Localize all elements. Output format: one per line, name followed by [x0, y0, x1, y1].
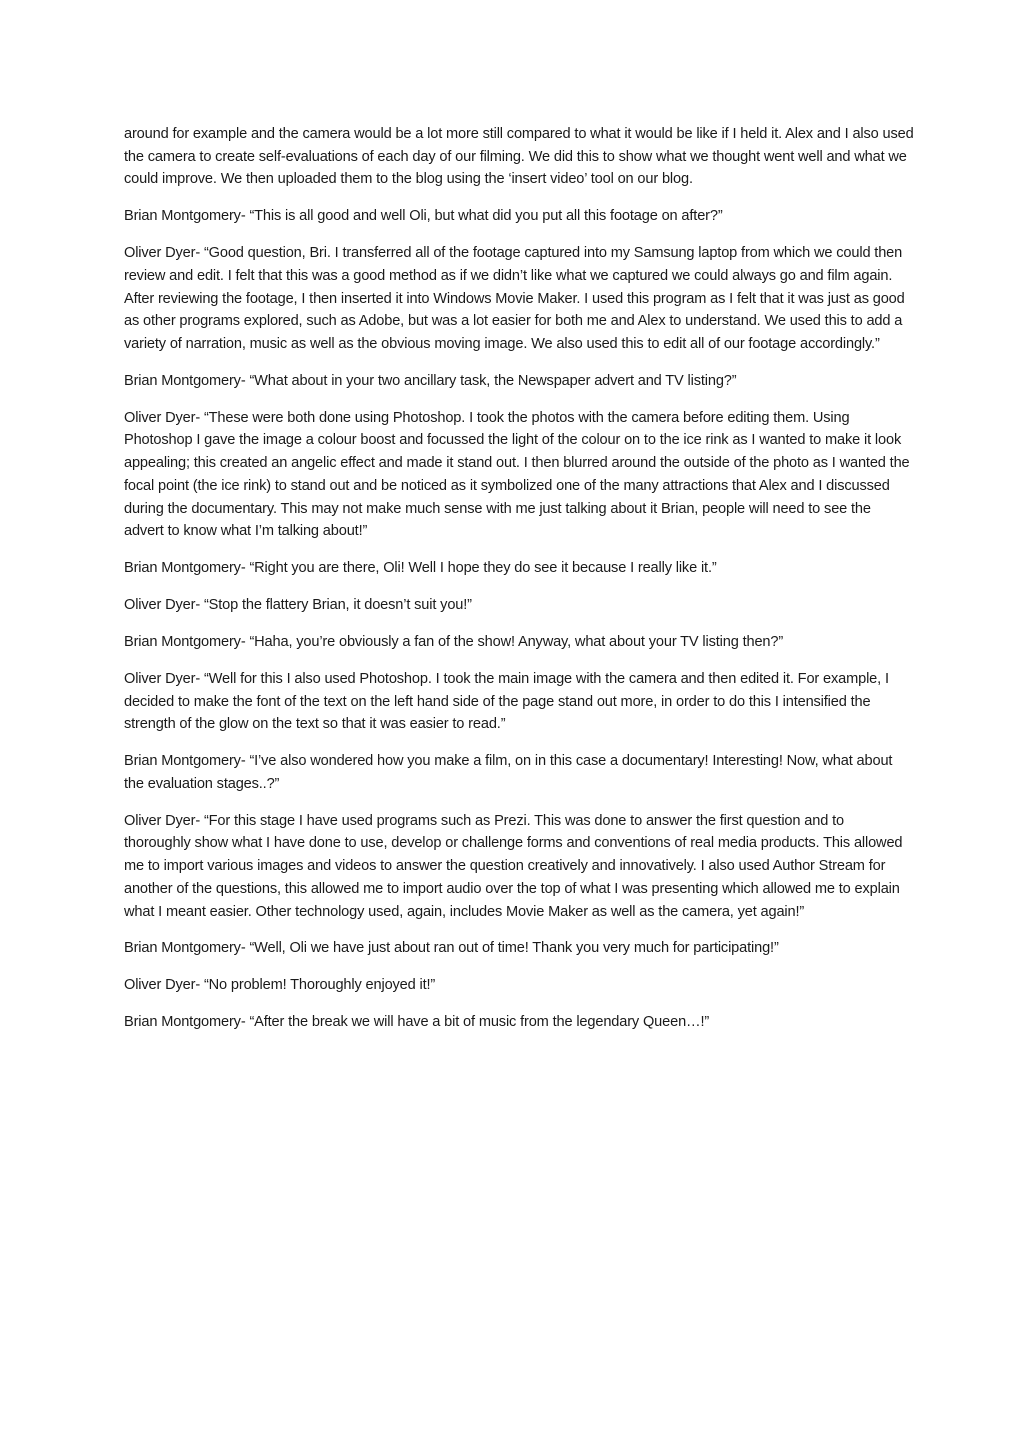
paragraph-12: Brian Montgomery- “Well, Oli we have just about ran out of time! Thank you very much for participating!”	[124, 940, 779, 957]
paragraph-13: Oliver Dyer- “No problem! Thoroughly enjoyed it!”	[124, 977, 436, 994]
paragraph-11: Oliver Dyer- “For this stage I have used programs such as Prezi. This was done to answer the first question and to thoroughly show what I have done to use, develop or challenge forms and conventions of real media products. This allowed me to import various images and videos to answer the question creatively and innovatively. I also used Author Stream for another of the questions, this allowed me to import audio over the top of what I was presenting which allowed me to explain what I meant easier. Other technology used, again, includes Movie Maker as well as the camera, yet again!”	[124, 812, 903, 920]
paragraph-10: Brian Montgomery- “I’ve also wondered how you make a film, on in this case a documentary! Interesting! Now, what about the evaluation stages..?”	[124, 753, 893, 792]
paragraph-2: Brian Montgomery- “This is all good and well Oli, but what did you put all this footage on after?”	[124, 208, 723, 225]
paragraph-9: Oliver Dyer- “Well for this I also used Photoshop. I took the main image with the camera and then edited it. For example, I decided to make the font of the text on the left hand side of the page stand out more, in order to do this I intensified the strength of the glow on the text so that it was easier to read.”	[124, 670, 889, 733]
paragraph-8: Brian Montgomery- “Haha, you’re obviously a fan of the show! Anyway, what about your TV listing then?”	[124, 633, 784, 650]
paragraph-1: around for example and the camera would be a lot more still compared to what it would be like if I held it. Alex and I also used the camera to create self-evaluations of each day of our filming. We did this to show what we thought went well and what we could improve. We then uploaded them to the blog using the ‘insert video’ tool on our blog.	[124, 126, 914, 188]
paragraph-7: Oliver Dyer- “Stop the flattery Brian, it doesn’t suit you!”	[124, 597, 472, 614]
paragraph-5: Oliver Dyer- “These were both done using Photoshop. I took the photos with the camera before editing them. Using Photoshop I gave the image a colour boost and focussed the light of the colour on to the ice rink as I wanted to make it look appealing; this created an angelic effect and made it stand out. I then blurred around the outside of the photo as I wanted the focal point (the ice rink) to stand out and be noticed as it symbolized one of the many attractions that Alex and I discussed during the documentary. This may not make much sense with me just talking about it Brian, people will need to see the advert to know what I’m talking about!”	[124, 409, 910, 540]
paragraph-14: Brian Montgomery- “After the break we will have a bit of music from the legendary Queen…!”	[124, 1014, 710, 1031]
document-body	[124, 123, 914, 1048]
paragraph-6: Brian Montgomery- “Right you are there, Oli! Well I hope they do see it because I really like it.”	[124, 560, 717, 577]
paragraph-4: Brian Montgomery- “What about in your two ancillary task, the Newspaper advert and TV listing?”	[124, 372, 737, 389]
paragraph-3: Oliver Dyer- “Good question, Bri. I transferred all of the footage captured into my Samsung laptop from which we could then review and edit. I felt that this was a good method as if we didn’t like what we captured we could always go and film again. After reviewing the footage, I then inserted it into Windows Movie Maker. I used this program as I felt that it was just as good as other programs explored, such as Adobe, but was a lot easier for both me and Alex to understand. We used this to add a variety of narration, music as well as the obvious moving image. We also used this to edit all of our footage accordingly.”	[124, 245, 905, 352]
